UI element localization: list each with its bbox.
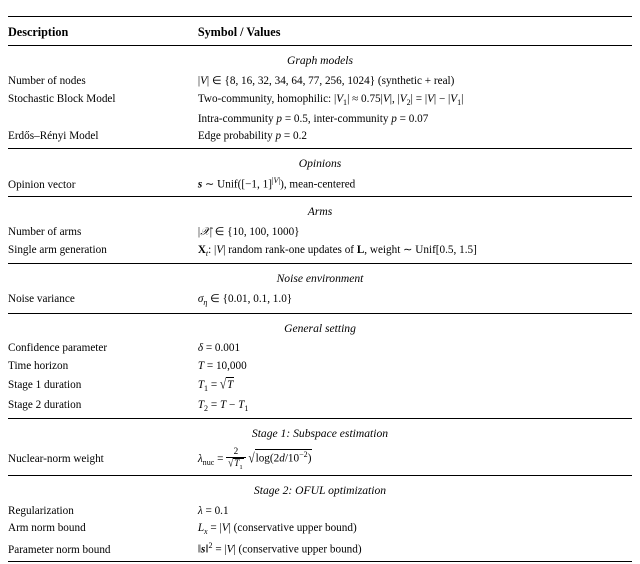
row-erdos-renyi-model [8, 128, 632, 148]
section-label: Stage 1: Subspace estimation [251, 427, 389, 441]
table-header-row [8, 20, 632, 46]
row-single-arm-generation [8, 242, 632, 264]
experiment-parameters-table [8, 16, 632, 564]
row-number-of-arms [8, 223, 632, 242]
row-value: λ = 0.1 [197, 504, 229, 517]
row-value: $L_x = |V|$ (conservative upper bound) [197, 522, 357, 537]
row-label: Number of arms [8, 226, 82, 239]
row-label: Single arm generation [8, 244, 107, 256]
header-description: Description [8, 25, 69, 39]
section-label: Stage 2: OFUL optimization [253, 483, 387, 497]
row-value: Edge probability p = 0.2 [197, 130, 307, 143]
row-time-horizon [8, 358, 632, 376]
row-value: T = 10,000 [197, 360, 247, 373]
section-title-general-setting [8, 317, 632, 339]
row-regularization [8, 501, 632, 520]
section-label: Opinions [298, 156, 342, 170]
row-value: s ∼ Unif([−1, 1]$^{|V|}$), mean-centered [197, 176, 356, 192]
row-value: $T_2 = T - T_1$ [197, 398, 249, 414]
row-value: $\sigma_\eta$ ∈ {0.01, 0.1, 1.0} [197, 293, 293, 308]
section-title-noise-environment [8, 267, 632, 289]
section-label: Noise environment [276, 272, 364, 286]
row-number-of-nodes [8, 71, 632, 90]
row-stage1-duration [8, 375, 632, 396]
section-title-stage2 [8, 479, 632, 501]
section-title-opinions [8, 152, 632, 174]
section-label: Graph models [286, 54, 354, 68]
row-label: Time horizon [8, 360, 69, 373]
row-value: |V| ∈ {8, 16, 32, 34, 64, 77, 256, 1024} (synthetic + real) [197, 74, 455, 87]
row-nuclear-norm-weight [8, 444, 632, 475]
section-title-arms [8, 200, 632, 222]
row-value: Two-community, homophilic: $|V_1| \approx 0.75|V|$, $|V_2| = |V| - |V_1|$ [197, 92, 464, 107]
row-label: Opinion vector [8, 179, 76, 192]
row-value: δ = 0.001 [197, 342, 241, 355]
section-title-graph-models [8, 49, 632, 71]
row-label: Parameter norm bound [8, 544, 111, 557]
row-label: Stage 2 duration [8, 398, 82, 411]
row-stage2-duration [8, 396, 632, 418]
row-label: Stage 1 duration [8, 378, 82, 391]
section-label: General setting [284, 321, 356, 335]
row-label: Confidence parameter [8, 342, 108, 355]
header-symbol-values: Symbol / Values [197, 25, 281, 39]
row-label [8, 110, 198, 128]
row-label: Noise variance [8, 293, 75, 306]
row-label: Nuclear-norm weight [8, 452, 104, 465]
section-label: Arms [307, 205, 333, 219]
row-value: $\lambda_{nuc}$ = $\frac{2}{√T_1}$ $√\log(2d/10^{-2})$ [197, 445, 312, 471]
row-value: Intra-community p = 0.5, inter-community p = 0.07 [197, 112, 429, 125]
row-value: ‖s‖$^2$ = |V| (conservative upper bound) [197, 541, 362, 557]
row-confidence-parameter [8, 339, 632, 358]
section-title-stage1 [8, 422, 632, 444]
row-sbm-probabilities [8, 110, 632, 128]
row-label: Arm norm bound [8, 522, 86, 535]
row-noise-variance [8, 290, 632, 313]
row-value: $T_1 = √T$ [197, 377, 234, 394]
row-arm-norm-bound [8, 520, 632, 540]
row-label: Number of nodes [8, 74, 86, 87]
row-label: Erdős–Rényi Model [8, 130, 99, 143]
row-label: Regularization [8, 504, 74, 517]
row-label: Stochastic Block Model [8, 92, 116, 105]
row-parameter-norm-bound [8, 540, 632, 562]
table-caption [0, 0, 640, 14]
row-opinion-vector [8, 174, 632, 197]
row-value: $X_t$: |V| random rank-one updates of L, weight ∼ Unif[0.5, 1.5] [197, 244, 477, 259]
row-stochastic-block-model [8, 90, 632, 110]
row-value: |𝒳| ∈ {10, 100, 1000} [197, 226, 300, 239]
